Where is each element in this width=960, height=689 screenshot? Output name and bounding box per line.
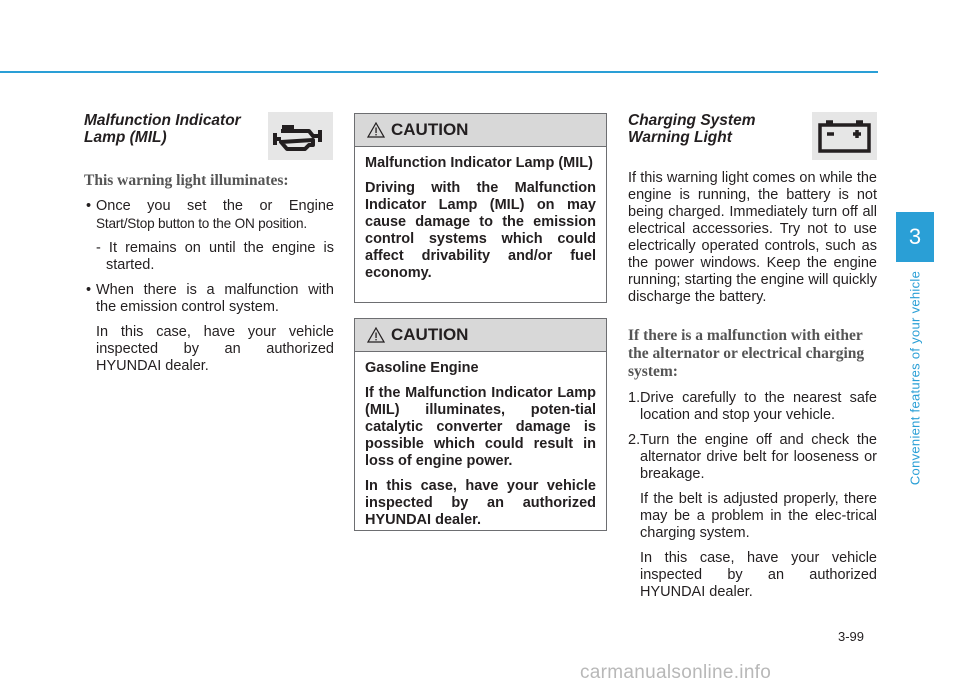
caution-title: CAUTION [391, 325, 469, 344]
list-item: • Once you set the or Engine Start/Stop button to the ON position. [86, 198, 334, 231]
caution-heading: Malfunction Indicator Lamp (MIL) [365, 155, 593, 171]
charging-title: Charging System Warning Light [628, 112, 756, 146]
note: In this case, have your vehicle inspected by an authorized HYUNDAI dealer. [96, 324, 334, 374]
charging-subhead: If there is a malfunction with either the alternator or electrical charging system: [628, 327, 865, 380]
caution-text: If the Malfunction Indicator Lamp (MIL) illuminates, poten-tial catalytic converter damage is possible which could result in loss of engine power. [365, 385, 596, 469]
warning-triangle-icon [367, 122, 385, 138]
caution-text: In this case, have your vehicle inspected by an authorized HYUNDAI dealer. [365, 478, 596, 528]
caution-title: CAUTION [391, 120, 469, 139]
list-item: - It remains on until the engine is started. [96, 240, 334, 273]
page-number: 3-99 [838, 629, 865, 644]
chapter-number: 3 [908, 224, 922, 249]
bullet: • [86, 282, 92, 298]
list-item: 2. Turn the engine off and check the alternator drive belt for looseness or breakage. If the belt is adjusted properly, there may be a problem in the elec-trical charging system. In this case, have your vehicle inspected by an authorized HYUNDAI dealer. [628, 432, 877, 600]
caution-text: Driving with the Malfunction Indicator Lamp (MIL) on may cause damage to the emission control systems which could affect drivability and/or fuel economy. [365, 180, 596, 281]
charging-body [628, 170, 877, 601]
caution-heading: Gasoline Engine [365, 360, 479, 376]
bullet: • [86, 198, 92, 214]
caution-box-gasoline [354, 318, 607, 531]
chapter-title-text: Convenient features of your vehicle [907, 270, 923, 486]
mil-title: Malfunction Indicator Lamp (MIL) [84, 112, 241, 146]
caution-header [355, 319, 606, 352]
list-item: • When there is a malfunction with the emission control system. [86, 282, 334, 315]
watermark-text: carmanualsonline.info [580, 662, 772, 683]
charging-section [628, 112, 808, 146]
warning-triangle-icon [367, 327, 385, 343]
caution-header [355, 114, 606, 147]
list-item: 1. Drive carefully to the nearest safe location and stop your vehicle. [628, 390, 877, 423]
chapter-number-tab [896, 212, 934, 262]
chapter-title [896, 262, 934, 494]
caution-box-mil [354, 113, 607, 303]
mil-body [84, 172, 334, 375]
battery-icon [812, 112, 877, 160]
charging-paragraph: If this warning light comes on while the engine is running, the battery is not being charged. Immediately turn off all electrical accessories. Try not to use electrically operated controls, such as the power windows. Keep the engine running; starting the engine will quickly discharge the battery. [628, 170, 877, 305]
engine-check-icon [268, 112, 333, 160]
mil-subhead: This warning light illuminates: [84, 172, 289, 189]
header-rule [0, 71, 878, 73]
